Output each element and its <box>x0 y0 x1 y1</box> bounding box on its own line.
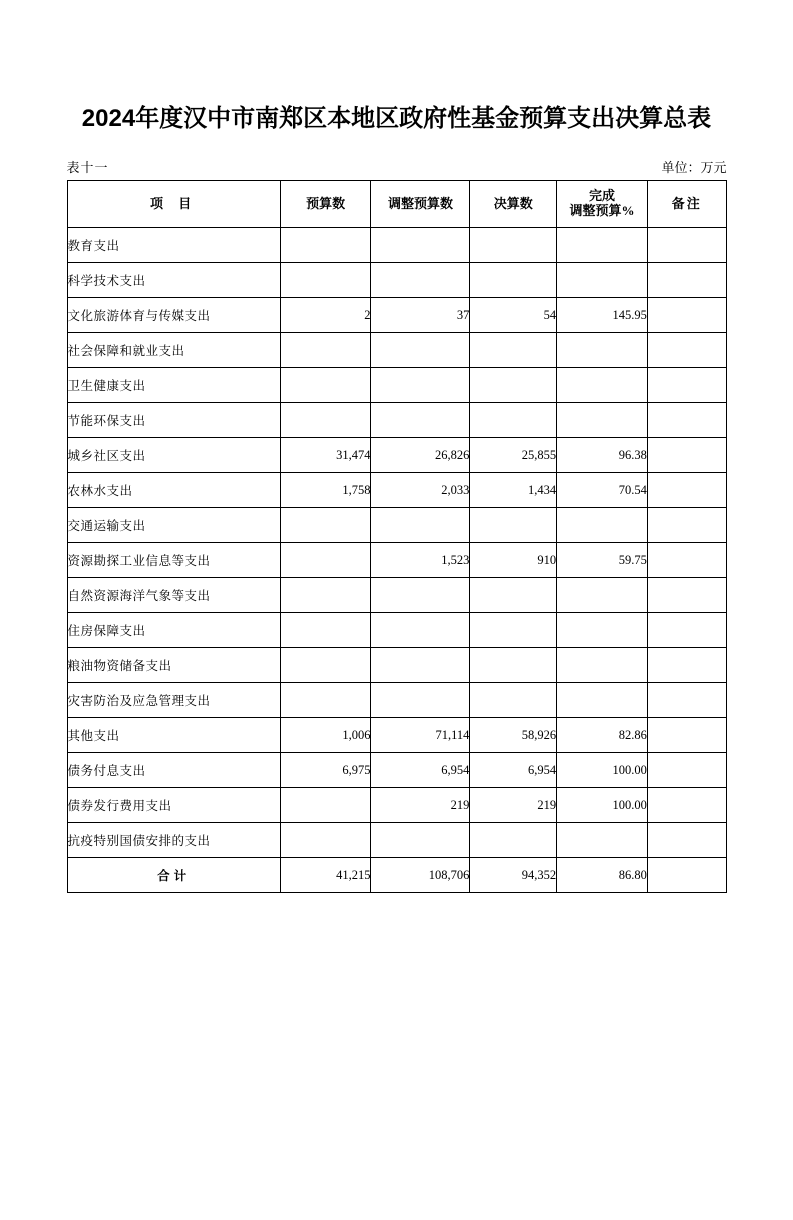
table-row <box>67 508 726 543</box>
table-row <box>67 718 726 753</box>
cell-remark <box>647 613 726 648</box>
cell-completion-pct: 145.95 <box>557 298 648 333</box>
cell-item: 社会保障和就业支出 <box>67 333 280 368</box>
header-final-account: 决算数 <box>470 181 557 228</box>
cell-adjusted-budget <box>371 228 470 263</box>
cell-budget <box>280 578 371 613</box>
header-completion-pct-line2: 调整预算% <box>569 203 635 218</box>
table-row <box>67 298 726 333</box>
cell-remark <box>647 298 726 333</box>
table-total-row <box>67 858 726 893</box>
table-row <box>67 683 726 718</box>
cell-final-account: 58,926 <box>470 718 557 753</box>
header-remark: 备注 <box>647 181 726 228</box>
cell-item: 住房保障支出 <box>67 613 280 648</box>
cell-remark <box>647 543 726 578</box>
cell-final-account <box>470 403 557 438</box>
cell-adjusted-budget <box>371 368 470 403</box>
cell-item: 抗疫特别国债安排的支出 <box>67 823 280 858</box>
cell-final-account <box>470 648 557 683</box>
cell-item: 债券发行费用支出 <box>67 788 280 823</box>
cell-budget <box>280 403 371 438</box>
header-completion-pct-line1: 完成 <box>589 188 616 204</box>
cell-remark <box>647 368 726 403</box>
table-row <box>67 823 726 858</box>
cell-item: 文化旅游体育与传媒支出 <box>67 298 280 333</box>
cell-item: 科学技术支出 <box>67 263 280 298</box>
cell-adjusted-budget: 26,826 <box>371 438 470 473</box>
cell-budget: 41,215 <box>280 858 371 893</box>
cell-budget <box>280 613 371 648</box>
header-budget: 预算数 <box>280 181 371 228</box>
cell-budget <box>280 788 371 823</box>
cell-adjusted-budget: 1,523 <box>371 543 470 578</box>
cell-remark <box>647 333 726 368</box>
cell-item: 自然资源海洋气象等支出 <box>67 578 280 613</box>
table-row <box>67 543 726 578</box>
cell-completion-pct <box>557 823 648 858</box>
table-row <box>67 578 726 613</box>
cell-final-account: 910 <box>470 543 557 578</box>
table-body <box>67 228 726 893</box>
cell-adjusted-budget: 219 <box>371 788 470 823</box>
table-row <box>67 263 726 298</box>
cell-final-account: 54 <box>470 298 557 333</box>
cell-item: 粮油物资储备支出 <box>67 648 280 683</box>
table-row <box>67 333 726 368</box>
cell-final-account <box>470 508 557 543</box>
cell-completion-pct <box>557 508 648 543</box>
document-page <box>0 98 793 1220</box>
cell-remark <box>647 473 726 508</box>
cell-budget <box>280 333 371 368</box>
header-adjusted-budget: 调整预算数 <box>371 181 470 228</box>
cell-budget <box>280 683 371 718</box>
cell-final-account: 6,954 <box>470 753 557 788</box>
table-row <box>67 403 726 438</box>
cell-budget <box>280 543 371 578</box>
cell-final-account: 25,855 <box>470 438 557 473</box>
unit-label: 单位：万元 <box>661 160 727 175</box>
cell-item: 教育支出 <box>67 228 280 263</box>
cell-item: 节能环保支出 <box>67 403 280 438</box>
cell-remark <box>647 508 726 543</box>
cell-adjusted-budget <box>371 613 470 648</box>
cell-budget: 1,006 <box>280 718 371 753</box>
cell-completion-pct <box>557 578 648 613</box>
cell-completion-pct <box>557 613 648 648</box>
cell-item: 交通运输支出 <box>67 508 280 543</box>
table-row <box>67 368 726 403</box>
cell-adjusted-budget <box>371 578 470 613</box>
cell-item: 合计 <box>67 858 280 893</box>
cell-remark <box>647 753 726 788</box>
cell-budget: 2 <box>280 298 371 333</box>
table-row <box>67 228 726 263</box>
cell-adjusted-budget <box>371 823 470 858</box>
cell-item: 灾害防治及应急管理支出 <box>67 683 280 718</box>
table-row <box>67 473 726 508</box>
cell-final-account <box>470 263 557 298</box>
cell-final-account <box>470 823 557 858</box>
cell-remark <box>647 788 726 823</box>
header-item: 项 目 <box>67 181 280 228</box>
cell-final-account: 94,352 <box>470 858 557 893</box>
cell-budget <box>280 823 371 858</box>
cell-completion-pct <box>557 333 648 368</box>
cell-adjusted-budget: 37 <box>371 298 470 333</box>
cell-final-account: 1,434 <box>470 473 557 508</box>
cell-final-account: 219 <box>470 788 557 823</box>
cell-adjusted-budget <box>371 648 470 683</box>
header-completion-pct <box>557 181 648 228</box>
cell-item: 城乡社区支出 <box>67 438 280 473</box>
cell-remark <box>647 263 726 298</box>
table-row <box>67 613 726 648</box>
cell-adjusted-budget: 2,033 <box>371 473 470 508</box>
table-header <box>67 181 726 228</box>
cell-final-account <box>470 613 557 648</box>
cell-budget <box>280 228 371 263</box>
cell-item: 资源勘探工业信息等支出 <box>67 543 280 578</box>
budget-table <box>67 180 727 893</box>
table-row <box>67 753 726 788</box>
cell-item: 其他支出 <box>67 718 280 753</box>
cell-completion-pct <box>557 228 648 263</box>
table-label: 表十一 <box>66 160 109 175</box>
cell-completion-pct: 100.00 <box>557 788 648 823</box>
cell-adjusted-budget <box>371 403 470 438</box>
cell-budget: 31,474 <box>280 438 371 473</box>
cell-final-account <box>470 228 557 263</box>
cell-completion-pct <box>557 648 648 683</box>
cell-adjusted-budget <box>371 263 470 298</box>
cell-adjusted-budget <box>371 508 470 543</box>
cell-completion-pct: 96.38 <box>557 438 648 473</box>
cell-completion-pct <box>557 368 648 403</box>
cell-budget: 1,758 <box>280 473 371 508</box>
cell-item: 农林水支出 <box>67 473 280 508</box>
table-row <box>67 438 726 473</box>
cell-final-account <box>470 368 557 403</box>
cell-adjusted-budget: 6,954 <box>371 753 470 788</box>
cell-completion-pct: 100.00 <box>557 753 648 788</box>
cell-adjusted-budget <box>371 333 470 368</box>
cell-completion-pct: 70.54 <box>557 473 648 508</box>
cell-remark <box>647 823 726 858</box>
cell-remark <box>647 683 726 718</box>
cell-final-account <box>470 683 557 718</box>
table-meta <box>67 157 727 176</box>
cell-remark <box>647 718 726 753</box>
cell-remark <box>647 858 726 893</box>
table-header-row <box>67 181 726 228</box>
cell-final-account <box>470 333 557 368</box>
cell-adjusted-budget <box>371 683 470 718</box>
cell-budget <box>280 508 371 543</box>
page-title: 2024年度汉中市南郑区本地区政府性基金预算支出决算总表 <box>81 105 712 132</box>
cell-budget: 6,975 <box>280 753 371 788</box>
table-row <box>67 648 726 683</box>
cell-remark <box>647 648 726 683</box>
cell-remark <box>647 403 726 438</box>
cell-item: 债务付息支出 <box>67 753 280 788</box>
cell-budget <box>280 648 371 683</box>
cell-completion-pct <box>557 263 648 298</box>
cell-adjusted-budget: 71,114 <box>371 718 470 753</box>
cell-remark <box>647 438 726 473</box>
cell-remark <box>647 578 726 613</box>
cell-budget <box>280 368 371 403</box>
cell-adjusted-budget: 108,706 <box>371 858 470 893</box>
cell-item: 卫生健康支出 <box>67 368 280 403</box>
cell-completion-pct: 59.75 <box>557 543 648 578</box>
cell-budget <box>280 263 371 298</box>
cell-completion-pct: 86.80 <box>557 858 648 893</box>
cell-completion-pct <box>557 403 648 438</box>
table-row <box>67 788 726 823</box>
cell-completion-pct: 82.86 <box>557 718 648 753</box>
cell-remark <box>647 228 726 263</box>
cell-completion-pct <box>557 683 648 718</box>
cell-final-account <box>470 578 557 613</box>
